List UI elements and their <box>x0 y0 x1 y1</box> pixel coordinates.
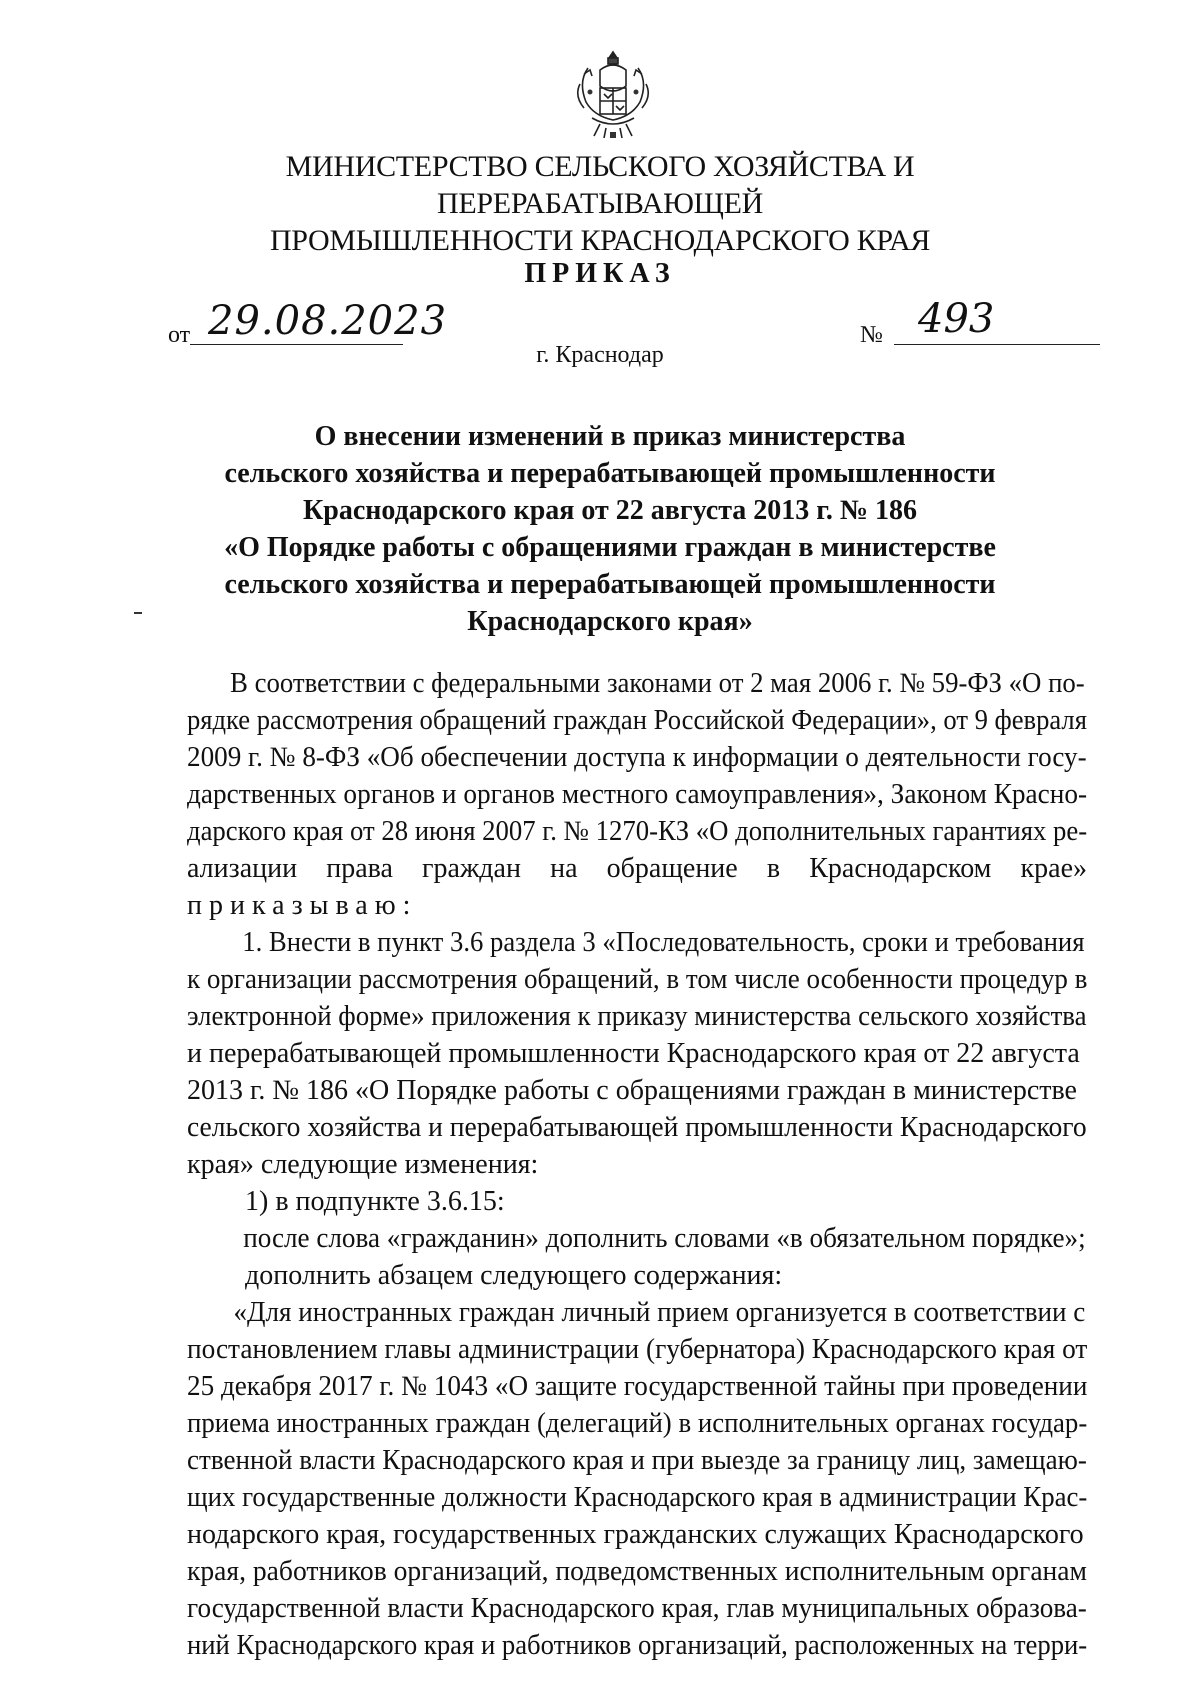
heading-line: Краснодарского края от 22 августа 2013 г. № 186 <box>302 495 917 526</box>
body-line: рядке рассмотрения обращений граждан Российской Федерации», от 9 февраля <box>187 705 1087 736</box>
body-line: щих государственные должности Краснодарского края в администрации Крас- <box>187 1482 1088 1513</box>
body-line: к организации рассмотрения обращений, в том числе особенности процедур в <box>187 964 1088 995</box>
body-line: государственной власти Краснодарского края, глав муниципальных образова- <box>187 1593 1087 1624</box>
body-line: 1. Внести в пункт 3.6 раздела 3 «Последовательность, сроки и требования <box>242 927 1085 958</box>
document-heading <box>140 418 1080 640</box>
body-line: 25 декабря 2017 г. № 1043 «О защите государственной тайны при проведении <box>187 1371 1088 1402</box>
margin-dash-mark <box>134 612 142 614</box>
body-line-order-word: приказываю: <box>187 890 418 921</box>
handwritten-date: 29.08.2023 <box>208 298 448 344</box>
body-line: дарственных органов и органов местного самоуправления», Законом Красно- <box>187 779 1088 810</box>
body-line: приема иностранных граждан (делегаций) в исполнительных органах государ- <box>187 1408 1088 1439</box>
body-line: «Для иностранных граждан личный прием организуется в соответствии с <box>233 1297 1086 1328</box>
date-prefix: от <box>168 322 191 348</box>
ministry-name <box>120 148 1080 259</box>
body-line: края» следующие изменения: <box>187 1149 539 1180</box>
coat-of-arms-emblem <box>570 48 656 144</box>
number-prefix: № <box>860 322 883 348</box>
body-line: и перерабатывающей промышленности Краснодарского края от 22 августа <box>187 1038 1080 1069</box>
body-line: 2009 г. № 8-ФЗ «Об обеспечении доступа к информации о деятельности госу- <box>187 742 1087 773</box>
body-line: дополнить абзацем следующего содержания: <box>245 1260 783 1291</box>
heading-line: «О Порядке работы с обращениями граждан в министерстве <box>224 532 996 563</box>
body-line: ализации права граждан на обращение в Краснодарском крае» <box>187 853 1087 884</box>
document-body <box>187 665 1087 1664</box>
body-line: 1) в подпункте 3.6.15: <box>245 1186 505 1217</box>
heading-line: сельского хозяйства и перерабатывающей промышленности <box>224 569 996 600</box>
heading-line: сельского хозяйства и перерабатывающей промышленности <box>224 458 996 489</box>
body-line: после слова «гражданин» дополнить словами «в обязательном порядке»; <box>243 1223 1086 1254</box>
body-line: 2013 г. № 186 «О Порядке работы с обращениями граждан в министерстве <box>187 1075 1077 1106</box>
body-line: ственной власти Краснодарского края и при выезде за границу лиц, замещаю- <box>187 1445 1087 1476</box>
heading-line: Краснодарского края» <box>467 606 753 637</box>
ministry-name-line-1: МИНИСТЕРСТВО СЕЛЬСКОГО ХОЗЯЙСТВА И ПЕРЕРАБАТЫВАЮЩЕЙ <box>285 150 915 220</box>
body-line: дарского края от 28 июня 2007 г. № 1270-КЗ «О дополнительных гарантиях ре- <box>187 816 1088 847</box>
body-line: нодарского края, государственных гражданских служащих Краснодарского <box>187 1519 1084 1550</box>
body-line: края, работников организаций, подведомственных исполнительным органам <box>187 1556 1088 1587</box>
city-name: г. Краснодар <box>536 342 664 368</box>
body-line: сельского хозяйства и перерабатывающей промышленности Краснодарского <box>187 1112 1087 1143</box>
document-type-title: ПРИКАЗ <box>524 258 676 289</box>
body-line: ний Краснодарского края и работников организаций, расположенных на терри- <box>187 1630 1088 1661</box>
heading-line: О внесении изменений в приказ министерства <box>314 421 906 452</box>
body-line: электронной форме» приложения к приказу министерства сельского хозяйства <box>187 1001 1087 1032</box>
ministry-name-line-2: ПРОМЫШЛЕННОСТИ КРАСНОДАРСКОГО КРАЯ <box>269 224 931 257</box>
body-line: постановлением главы администрации (губернатора) Краснодарского края от <box>187 1334 1088 1365</box>
handwritten-number: 493 <box>918 296 995 342</box>
body-line: В соответствии с федеральными законами от 2 мая 2006 г. № 59-ФЗ «О по- <box>230 668 1085 699</box>
